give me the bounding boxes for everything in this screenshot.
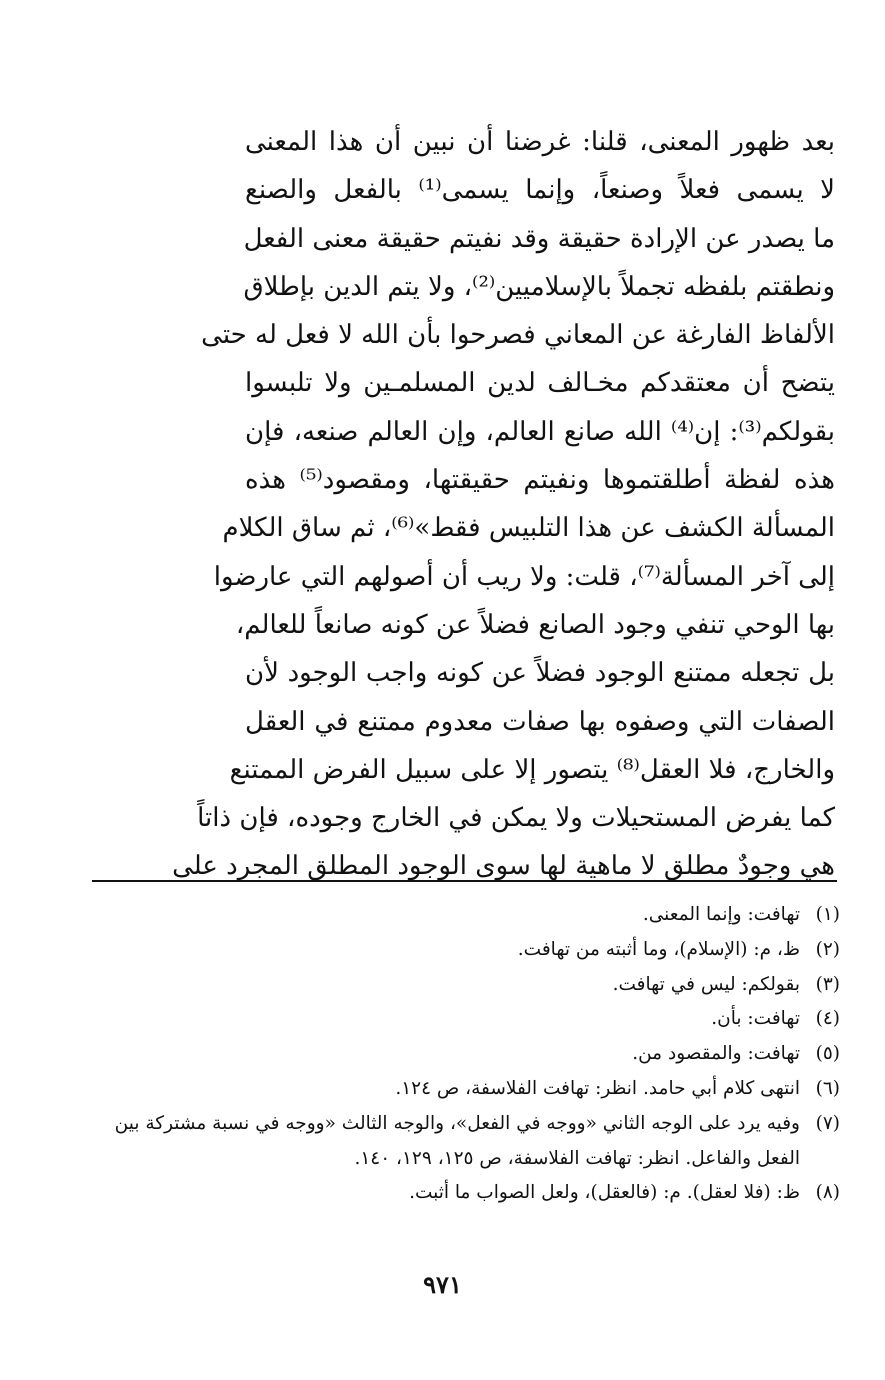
footnote-text: انتهى كلام أبي حامد. انظر: تهافت الفلاسفة، ص ١٢٤. [395,1077,800,1099]
footnote-text: بقولكم: ليس في تهافت. [612,973,800,995]
text-line: بها الوحي تنفي وجود الصانع فضلاً عن كونه صانعاً للعالم، [235,609,835,640]
footnote-number: (٧) [815,1112,840,1134]
footnote [90,898,840,933]
footnote-number: (٦) [815,1077,840,1099]
footnote-number: (٥) [815,1043,840,1065]
footnote [90,1107,840,1177]
footnote-number: (٣) [815,973,840,995]
page-number: ٩٧١ [423,1270,462,1299]
footnote [90,1072,840,1107]
text-line: هذه لفظة أطلقتموها ونفيتم حقيقتها، ومقصود⁽⁵⁾ هذه [245,465,835,496]
main-text [172,118,836,891]
footnote-number: (٤) [815,1008,840,1030]
footnote [90,1037,840,1072]
text-line: ونطقتم بلفظه تجملاً بالإسلاميين⁽²⁾، ولا يتم الدين بإطلاق [243,271,835,302]
footnote [90,933,840,968]
footnote-separator [92,880,837,882]
text-line: بعد ظهور المعنى، قلنا: غرضنا أن نبين أن هذا المعنى [245,127,835,157]
text-line: يتضح أن معتقدكم مخـالف لدين المسلمـين ولا تلبسوا [245,368,835,399]
footnote-text: وفيه يرد على الوجه الثاني «ووجه في الفعل»، والوجه الثالث «ووجه في نسبة مشتركة بين الفعل والفاعل. انظر: تهافت الفلاسفة، ص ١٢٥، ١٢٩، ١٤٠. [114,1112,800,1169]
text-line: بقولكم⁽³⁾: إن⁽⁴⁾ الله صانع العالم، وإن العالم صنعه، فإن [245,416,835,447]
footnote-text: تهافت: وإنما المعنى. [642,904,800,925]
text-line: والخارج، فلا العقل⁽⁸⁾ يتصور إلا على سبيل الفرض الممتنع [229,754,835,785]
footnote-text: تهافت: والمقصود من. [632,1043,800,1065]
text-line: هي وجودٌ مطلق لا ماهية لها سوى الوجود المطلق المجرد على [172,851,835,882]
footnote-text: ظ، م: (الإسلام)، وما أثبته من تهافت. [517,938,800,960]
footnote-number: (١) [815,904,840,925]
footnote [90,968,840,1003]
text-line: كما يفرض المستحيلات ولا يمكن في الخارج وجوده، فإن ذاتاً [197,803,835,834]
footnote [90,1002,840,1037]
footnote-number: (٢) [815,938,840,960]
footnotes [90,898,840,1211]
text-line: إلى آخر المسألة⁽⁷⁾، قلت: ولا ريب أن أصولهم التي عارضوا [213,561,835,592]
text-line: لا يسمى فعلاً وصنعاً، وإنما يسمى⁽¹⁾ بالفعل والصنع [245,175,836,206]
text-line: المسألة الكشف عن هذا التلبيس فقط»⁽⁶⁾، ثم ساق الكلام [222,513,835,544]
text-line: الصفات التي وصفوه بها صفات معدوم ممتنع في العقل [245,706,835,737]
text-line: بل تجعله ممتنع الوجود فضلاً عن كونه واجب الوجود لأن [245,658,835,689]
footnote-text: ظ: (فلا لعقل). م: (فالعقل)، ولعل الصواب ما أثبت. [409,1182,800,1204]
footnote-number: (٨) [815,1182,840,1204]
text-line: الألفاظ الفارغة عن المعاني فصرحوا بأن الله لا فعل له حتى [201,320,835,351]
footnote [90,1176,840,1211]
text-line: ما يصدر عن الإرادة حقيقة وقد نفيتم حقيقة معنى الفعل [243,223,835,254]
footnote-text: تهافت: بأن. [711,1008,800,1030]
